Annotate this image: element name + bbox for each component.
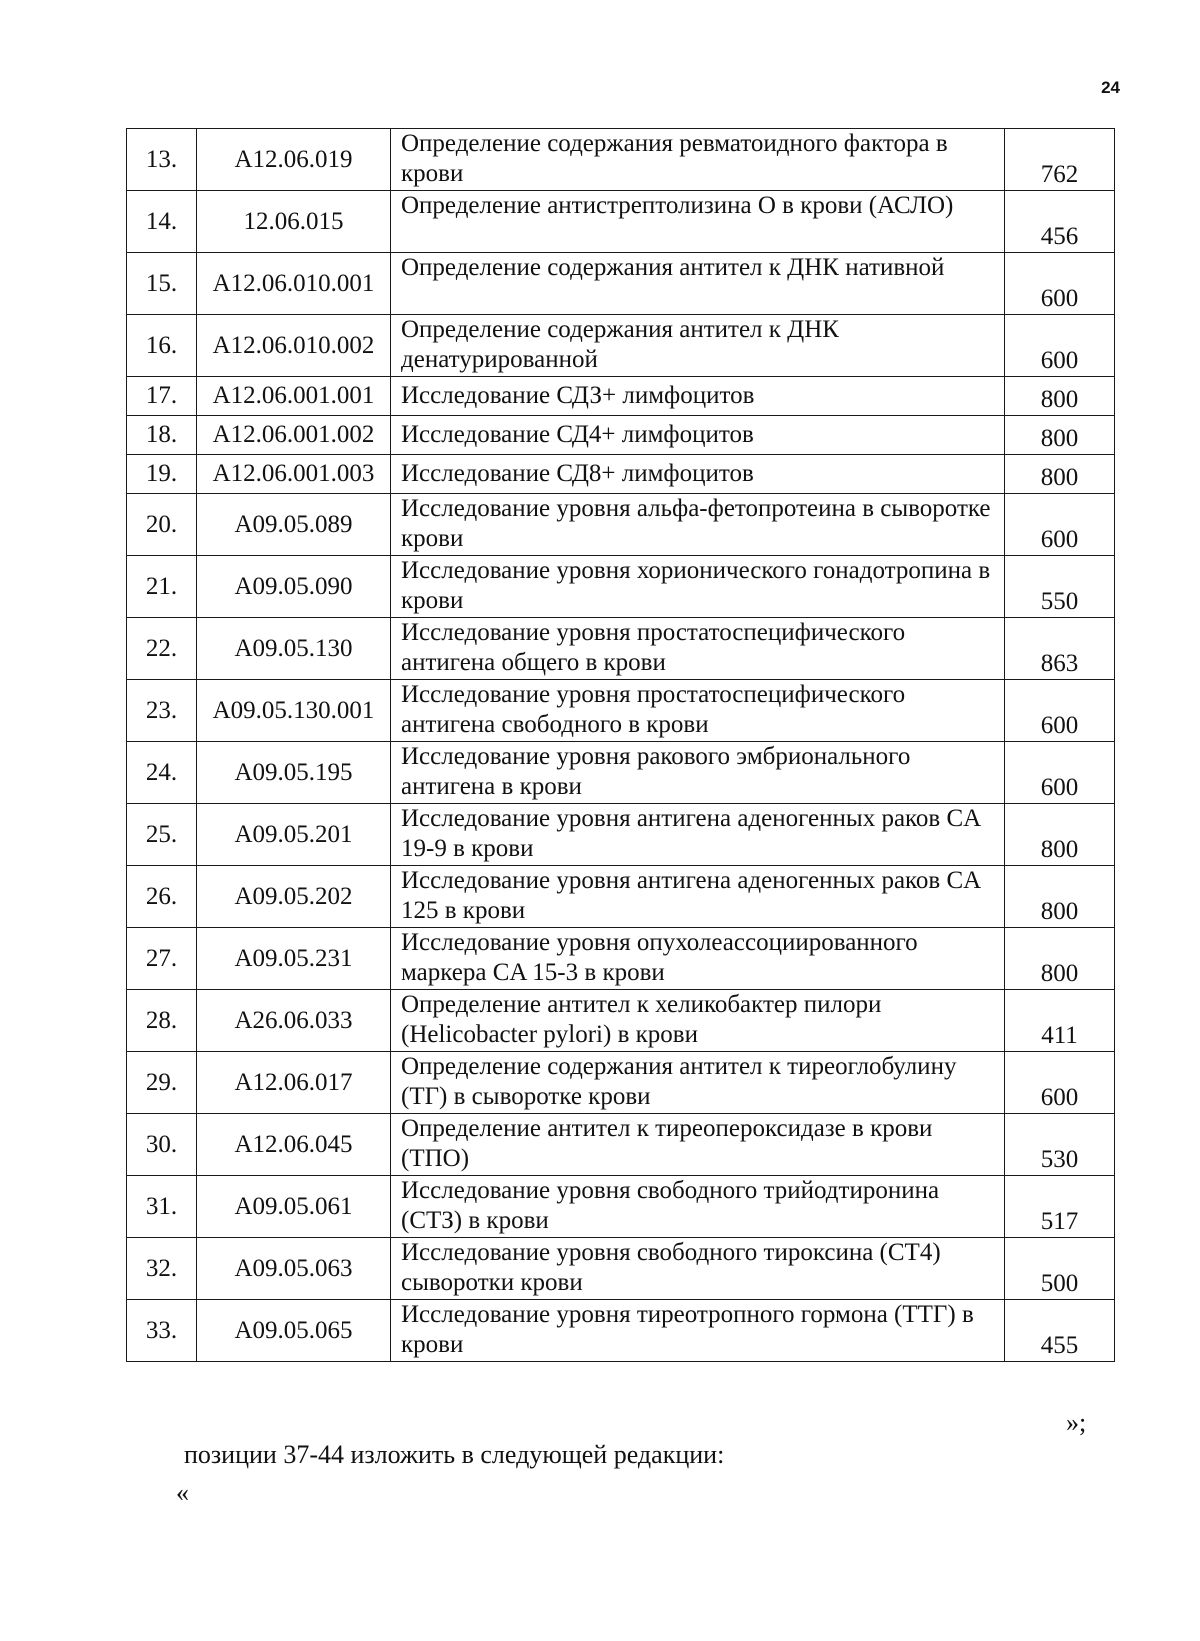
row-number: 28. (127, 990, 197, 1052)
service-name: Исследование уровня простатоспецифического антигена общего в крови (391, 618, 1005, 680)
table-row (127, 618, 1115, 680)
row-number: 31. (127, 1176, 197, 1238)
service-price: 800 (1005, 455, 1115, 494)
table-row (127, 315, 1115, 377)
table-row (127, 494, 1115, 556)
service-code: A09.05.231 (197, 928, 391, 990)
service-price: 600 (1005, 680, 1115, 742)
table-row (127, 556, 1115, 618)
table-row (127, 191, 1115, 253)
table-row (127, 1176, 1115, 1238)
service-code: A09.05.065 (197, 1300, 391, 1362)
services-price-table (126, 128, 1115, 1362)
service-price: 762 (1005, 129, 1115, 191)
service-code: A09.05.061 (197, 1176, 391, 1238)
service-name: Определение содержания антител к ДНК денатурированной (391, 315, 1005, 377)
row-number: 32. (127, 1238, 197, 1300)
row-number: 21. (127, 556, 197, 618)
service-code: A09.05.090 (197, 556, 391, 618)
service-name: Исследование СД8+ лимфоцитов (391, 455, 1005, 494)
row-number: 26. (127, 866, 197, 928)
page-number: 24 (1101, 78, 1120, 97)
service-price: 600 (1005, 742, 1115, 804)
service-name: Исследование уровня свободного тироксина (СТ4) сыворотки крови (391, 1238, 1005, 1300)
service-code: A12.06.001.003 (197, 455, 391, 494)
service-name: Определение антистрептолизина О в крови (АСЛО) (391, 191, 1005, 253)
row-number: 15. (127, 253, 197, 315)
service-name: Исследование уровня опухолеассоциированного маркера CA 15-3 в крови (391, 928, 1005, 990)
row-number: 23. (127, 680, 197, 742)
row-number: 19. (127, 455, 197, 494)
table-row (127, 1114, 1115, 1176)
service-name: Определение антител к тиреопероксидазе в крови (ТПО) (391, 1114, 1005, 1176)
row-number: 24. (127, 742, 197, 804)
service-name: Исследование СДЗ+ лимфоцитов (391, 377, 1005, 416)
table-row (127, 455, 1115, 494)
closing-quote: »; (1066, 1408, 1087, 1437)
row-number: 17. (127, 377, 197, 416)
service-price: 600 (1005, 253, 1115, 315)
service-price: 800 (1005, 804, 1115, 866)
service-code: A26.06.033 (197, 990, 391, 1052)
service-name: Определение содержания антител к тиреоглобулину (ТГ) в сыворотке крови (391, 1052, 1005, 1114)
service-price: 455 (1005, 1300, 1115, 1362)
service-name: Исследование уровня альфа-фетопротеина в сыворотке крови (391, 494, 1005, 556)
service-price: 800 (1005, 377, 1115, 416)
table-row (127, 129, 1115, 191)
service-price: 500 (1005, 1238, 1115, 1300)
service-code: A12.06.017 (197, 1052, 391, 1114)
row-number: 20. (127, 494, 197, 556)
service-name: Исследование уровня свободного трийодтиронина (СТЗ) в крови (391, 1176, 1005, 1238)
service-code: A09.05.089 (197, 494, 391, 556)
row-number: 18. (127, 416, 197, 455)
table-row (127, 742, 1115, 804)
table-row (127, 866, 1115, 928)
service-name: Исследование уровня антигена аденогенных раков CA 125 в крови (391, 866, 1005, 928)
service-name: Определение содержания антител к ДНК нативной (391, 253, 1005, 315)
table-row (127, 253, 1115, 315)
opening-quote: « (176, 1478, 189, 1507)
row-number: 33. (127, 1300, 197, 1362)
table-row (127, 990, 1115, 1052)
service-price: 800 (1005, 928, 1115, 990)
service-price: 800 (1005, 416, 1115, 455)
amendment-instruction: позиции 37-44 изложить в следующей редакции: (184, 1440, 725, 1469)
service-name: Исследование уровня простатоспецифического антигена свободного в крови (391, 680, 1005, 742)
table-row (127, 377, 1115, 416)
service-name: Исследование уровня антигена аденогенных раков CA 19-9 в крови (391, 804, 1005, 866)
service-code: A12.06.019 (197, 129, 391, 191)
table-row (127, 1238, 1115, 1300)
service-code: A09.05.063 (197, 1238, 391, 1300)
service-price: 456 (1005, 191, 1115, 253)
row-number: 16. (127, 315, 197, 377)
service-name: Исследование уровня хорионического гонадотропина в крови (391, 556, 1005, 618)
service-code: A09.05.202 (197, 866, 391, 928)
service-code: A12.06.010.002 (197, 315, 391, 377)
service-price: 600 (1005, 494, 1115, 556)
table-row (127, 1300, 1115, 1362)
service-name: Исследование уровня ракового эмбрионального антигена в крови (391, 742, 1005, 804)
service-price: 600 (1005, 1052, 1115, 1114)
service-name: Определение содержания ревматоидного фактора в крови (391, 129, 1005, 191)
table-row (127, 804, 1115, 866)
service-price: 550 (1005, 556, 1115, 618)
service-code: A12.06.045 (197, 1114, 391, 1176)
row-number: 25. (127, 804, 197, 866)
row-number: 22. (127, 618, 197, 680)
row-number: 29. (127, 1052, 197, 1114)
service-price: 600 (1005, 315, 1115, 377)
table-row (127, 680, 1115, 742)
service-name: Исследование уровня тиреотропного гормона (ТТГ) в крови (391, 1300, 1005, 1362)
row-number: 14. (127, 191, 197, 253)
row-number: 30. (127, 1114, 197, 1176)
service-name: Определение антител к хеликобактер пилори (Helicobacter pylori) в крови (391, 990, 1005, 1052)
row-number: 13. (127, 129, 197, 191)
service-price: 863 (1005, 618, 1115, 680)
service-code: A09.05.130.001 (197, 680, 391, 742)
service-price: 517 (1005, 1176, 1115, 1238)
service-name: Исследование СД4+ лимфоцитов (391, 416, 1005, 455)
service-code: A09.05.130 (197, 618, 391, 680)
service-code: A12.06.001.002 (197, 416, 391, 455)
service-code: A12.06.010.001 (197, 253, 391, 315)
service-code: A12.06.001.001 (197, 377, 391, 416)
service-code: A09.05.201 (197, 804, 391, 866)
row-number: 27. (127, 928, 197, 990)
table-row (127, 1052, 1115, 1114)
table-row (127, 416, 1115, 455)
service-code: A09.05.195 (197, 742, 391, 804)
table-row (127, 928, 1115, 990)
service-price: 800 (1005, 866, 1115, 928)
service-price: 411 (1005, 990, 1115, 1052)
service-price: 530 (1005, 1114, 1115, 1176)
service-code: 12.06.015 (197, 191, 391, 253)
